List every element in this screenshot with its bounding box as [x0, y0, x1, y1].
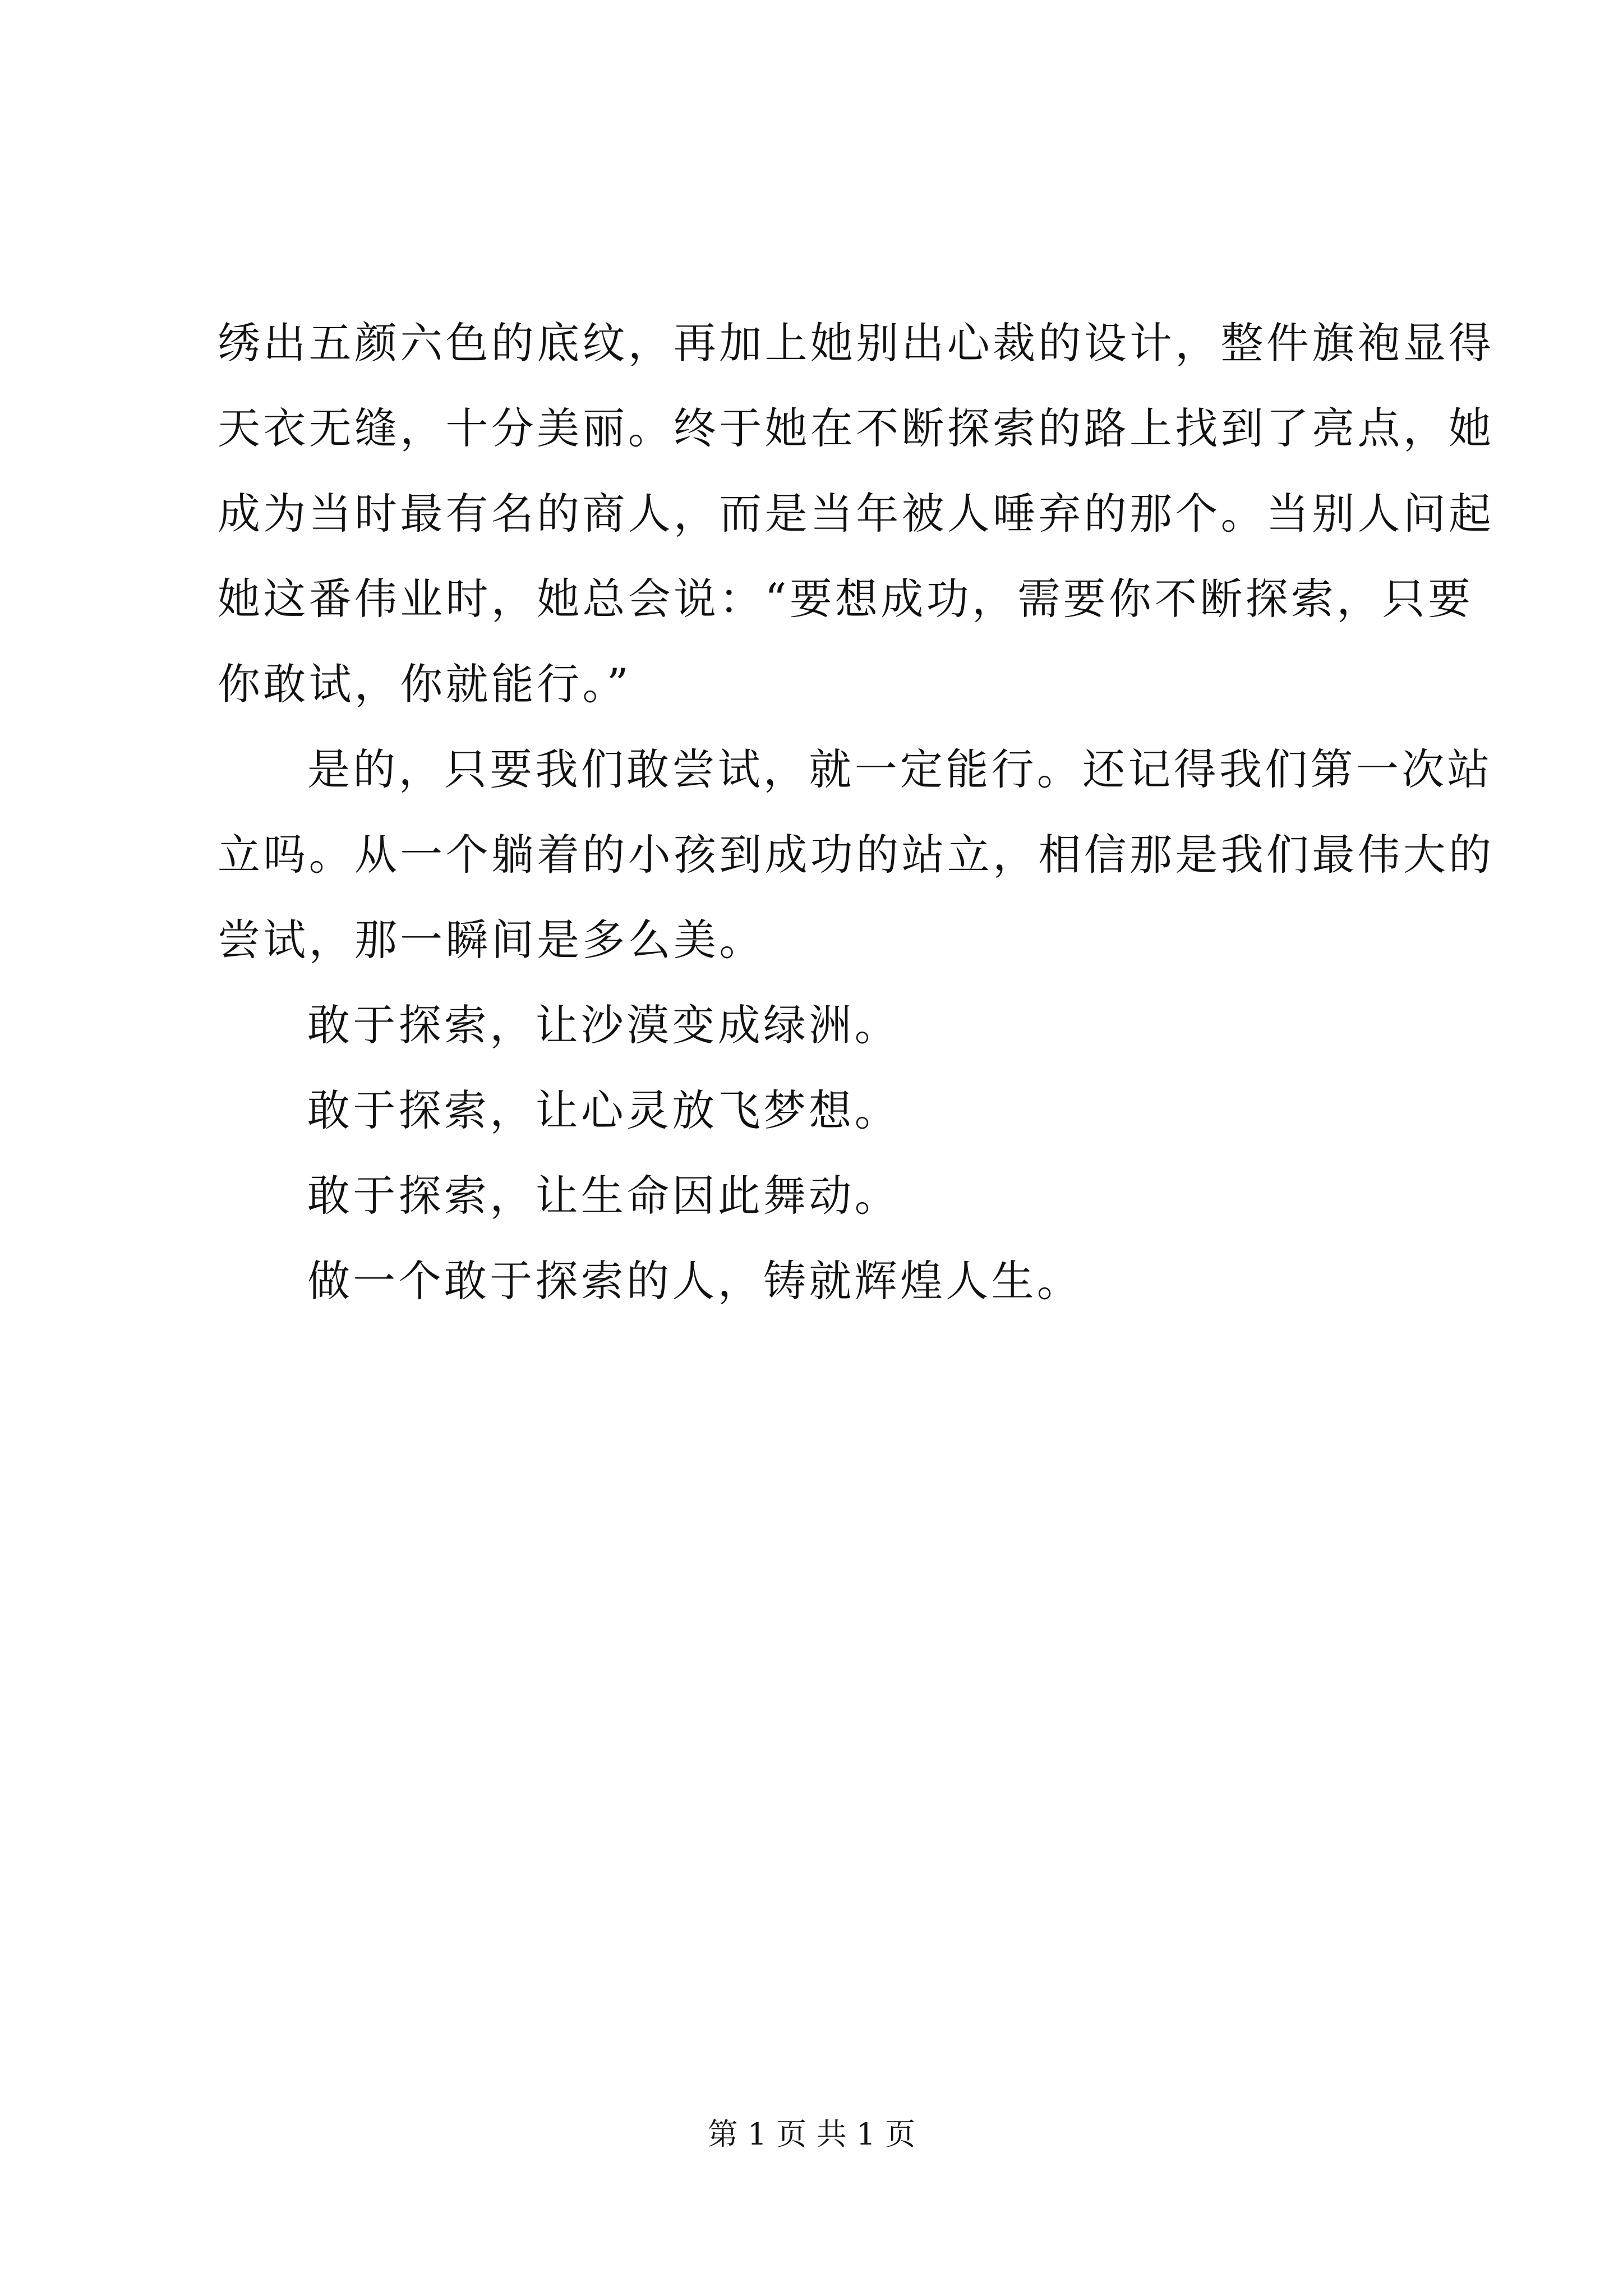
- paragraph-first-line: 是的，只要我们敢尝试，就一定能行。还记得我们第一次站: [307, 744, 1493, 794]
- text-line: 成为当时最有名的商人，而是当年被人唾弃的那个。当别人问起: [218, 489, 1495, 539]
- paragraph-line: 做一个敢于探索的人，铸就辉煌人生。: [307, 1256, 1083, 1306]
- page-number-footer: 第 1 页 共 1 页: [707, 2116, 916, 2152]
- text-line: 立吗。从一个躺着的小孩到成功的站立，相信那是我们最伟大的: [218, 830, 1495, 880]
- paragraph-line: 敢于探索，让心灵放飞梦想。: [307, 1085, 900, 1135]
- body-text: [218, 301, 1495, 1324]
- text-line: 尝试，那一瞬间是多么美。: [218, 915, 765, 965]
- text-line: 你敢试，你就能行。”: [218, 659, 631, 709]
- text-line: 绣出五颜六色的底纹，再加上她别出心裁的设计，整件旗袍显得: [218, 318, 1495, 368]
- text-line: 她这番伟业时，她总会说：“要想成功，需要你不断探索，只要: [218, 574, 1474, 624]
- paragraph-line: 敢于探索，让生命因此舞动。: [307, 1171, 900, 1221]
- text-line: 天衣无缝，十分美丽。终于她在不断探索的路上找到了亮点，她: [218, 403, 1495, 453]
- paragraph-line: 敢于探索，让沙漠变成绿洲。: [307, 1000, 900, 1050]
